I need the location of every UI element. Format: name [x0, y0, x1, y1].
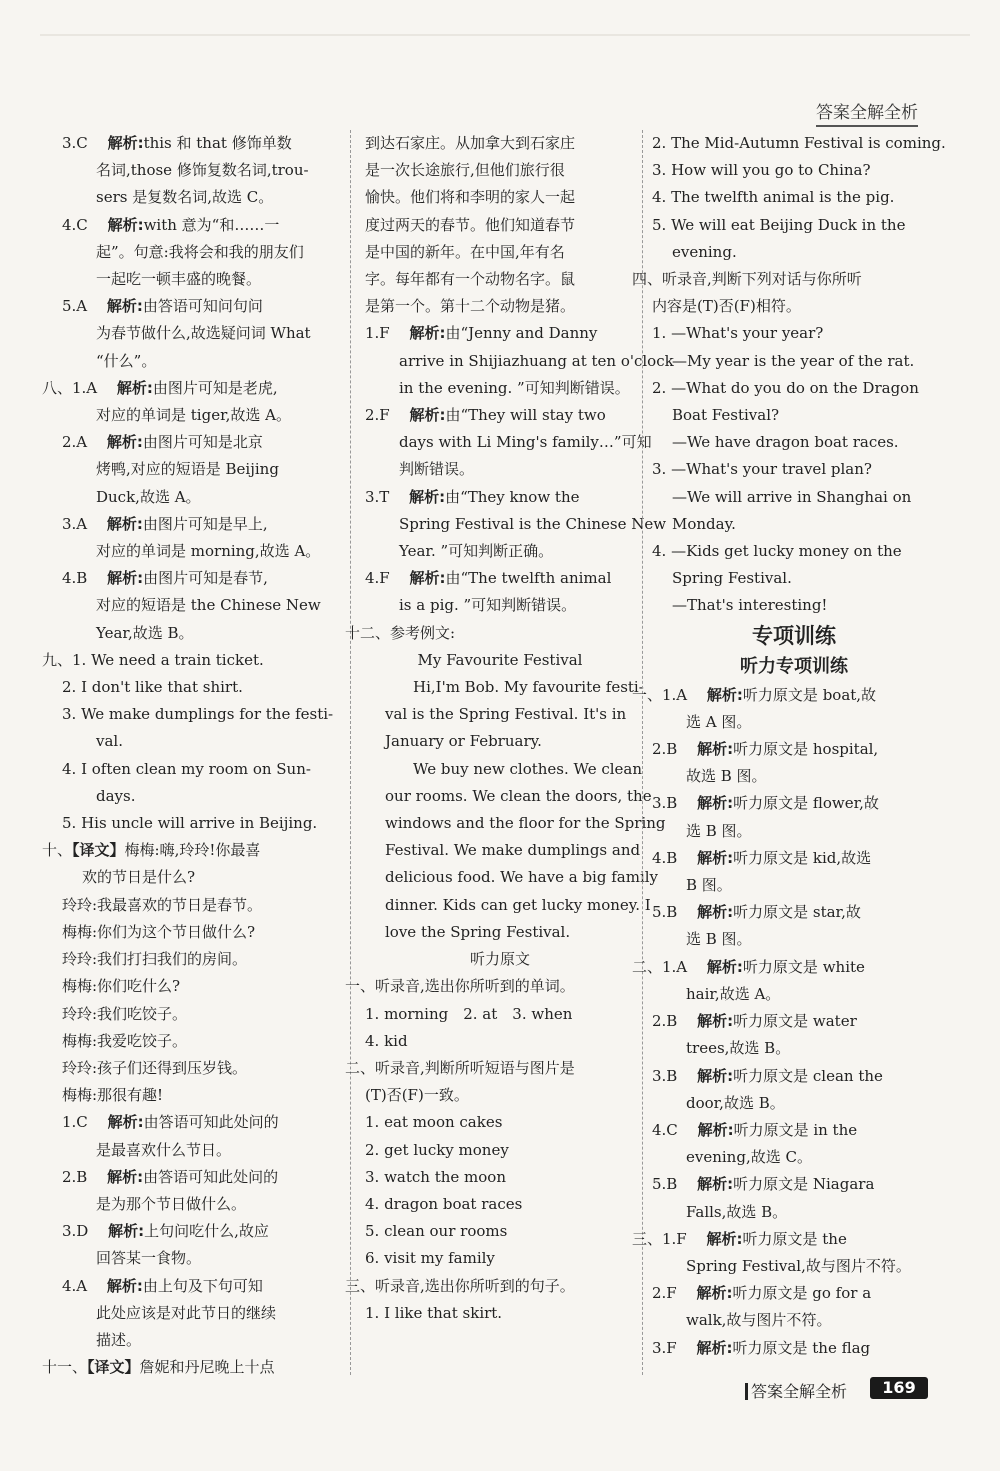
text-line: 对应的短语是 the Chinese New	[96, 596, 321, 615]
label-marker: 解析:	[107, 569, 144, 588]
column-3	[632, 130, 946, 1362]
text-line: door,故选 B。	[686, 1093, 785, 1112]
text-line: 4. dragon boat races	[365, 1194, 523, 1213]
text-line: days.	[96, 786, 136, 805]
text-line: 1.C 解析:由答语可知此处问的	[62, 1113, 279, 1132]
column-divider-2	[642, 130, 643, 1375]
footer-title: 答案全解全析	[751, 1382, 848, 1401]
text-line: 1.F 解析:由“Jenny and Danny	[365, 324, 598, 343]
text-line: 2.F 解析:听力原文是 go for a	[652, 1284, 872, 1303]
text-line: 起”。句意:我将会和我的朋友们	[96, 242, 304, 261]
text-line: 4. kid	[365, 1031, 408, 1050]
label-marker: 【译文】	[72, 841, 125, 860]
text-line: 玲玲:我们打扫我们的房间。	[62, 950, 248, 969]
text-line: dinner. Kids can get lucky money. I	[385, 895, 651, 914]
label-marker: 解析:	[697, 794, 734, 813]
text-line: 2.F 解析:由“They will stay two	[365, 406, 606, 425]
text-line: 二、1.A 解析:听力原文是 white	[632, 957, 865, 976]
text-line: —We will arrive in Shanghai on	[672, 487, 912, 506]
label-marker: 解析:	[697, 1012, 734, 1031]
text-line: days with Li Ming's family…”可知	[399, 433, 652, 452]
top-rule	[40, 34, 970, 36]
label-marker: 解析:	[409, 406, 446, 425]
text-line: 故选 B 图。	[686, 767, 767, 786]
section-heading-special-training: 专项训练	[752, 623, 836, 648]
text-line: —My year is the year of the rat.	[672, 351, 915, 370]
label-marker: 解析:	[697, 903, 734, 922]
text-line: 3. —What's your travel plan?	[652, 460, 872, 479]
label-marker: 解析:	[106, 1276, 143, 1295]
page-footer	[745, 1379, 847, 1402]
page-number: 169	[870, 1377, 928, 1399]
text-line: 5. His uncle will arrive in Beijing.	[62, 814, 318, 833]
text-line: 玲玲:我最喜欢的节日是春节。	[62, 895, 263, 914]
label-marker: 解析:	[706, 685, 743, 704]
text-line: 5.A 解析:由答语可知问句问	[62, 297, 263, 316]
column-3-part-b	[632, 682, 936, 1362]
text-line: 到达石家庄。从加拿大到石家庄	[365, 134, 576, 152]
text-line: 1. eat moon cakes	[365, 1113, 503, 1132]
column-3-part-a	[632, 130, 946, 620]
text-line: 玲玲:我们吃饺子。	[62, 1004, 188, 1023]
text-line: Monday.	[672, 514, 736, 533]
text-line: 5. clean our rooms	[365, 1222, 508, 1241]
label-marker: 解析:	[697, 848, 734, 867]
text-line: 三、听录音,选出你所听到的句子。	[345, 1276, 575, 1295]
text-line: evening.	[672, 242, 737, 261]
text-line: Spring Festival is the Chinese New	[399, 514, 667, 533]
text-line: 度过两天的春节。他们知道春节	[365, 215, 576, 234]
text-line: windows and the floor for the Spring	[385, 814, 666, 833]
text-line: 3. watch the moon	[365, 1167, 506, 1186]
text-line: 2.B 解析:由答语可知此处问的	[62, 1167, 279, 1186]
label-marker: 解析:	[107, 1167, 144, 1186]
text-line: 4.A 解析:由上句及下句可知	[62, 1276, 263, 1295]
text-line: 6. visit my family	[365, 1249, 495, 1268]
label-marker: 解析:	[116, 378, 153, 397]
text-line: 4. —Kids get lucky money on the	[652, 542, 902, 561]
label-marker: 解析:	[106, 297, 143, 316]
text-line: 名词,those 修饰复数名词,trou-	[96, 161, 309, 180]
text-line: 烤鸭,对应的短语是 Beijing	[96, 460, 279, 479]
text-line: 是中国的新年。在中国,年有名	[365, 242, 565, 261]
text-line: sers 是复数名词,故选 C。	[96, 188, 274, 207]
text-line: 4. I often clean my room on Sun-	[62, 759, 311, 778]
text-line: 2. I don't like that shirt.	[62, 678, 243, 697]
text-line: January or February.	[385, 732, 542, 751]
text-line: 是为那个节日做什么。	[96, 1194, 247, 1213]
text-line: walk,故与图片不符。	[686, 1311, 832, 1330]
label-marker: 解析:	[697, 1175, 734, 1194]
text-line: val.	[96, 732, 123, 751]
text-line: 3.C 解析:this 和 that 修饰单数	[62, 134, 292, 152]
text-line: 对应的单词是 tiger,故选 A。	[96, 406, 291, 425]
text-line: 回答某一食物。	[96, 1249, 202, 1268]
text-line: 十二、参考例文:	[345, 623, 456, 642]
text-line: 3.B 解析:听力原文是 flower,故	[652, 794, 879, 813]
text-line: Hi,I'm Bob. My favourite festi-	[413, 678, 644, 697]
text-line: 3.F 解析:听力原文是 the flag	[652, 1338, 871, 1357]
text-line: 此处应该是对此节日的继续	[96, 1303, 277, 1322]
text-line: val is the Spring Festival. It's in	[385, 705, 627, 724]
text-line: 是第一个。第十二个动物是猪。	[365, 297, 576, 316]
text-line: 玲玲:孩子们还得到压岁钱。	[62, 1058, 248, 1077]
text-line: is a pig. ”可知判断错误。	[399, 596, 577, 615]
text-line: 八、1.A 解析:由图片可知是老虎,	[42, 378, 278, 397]
text-line: 一、听录音,选出你所听到的单词。	[345, 977, 575, 996]
text-line: 描述。	[96, 1330, 142, 1349]
text-line: evening,故选 C。	[686, 1148, 812, 1167]
text-line: 3. How will you go to China?	[652, 161, 871, 180]
text-line: 4.B 解析:由图片可知是春节,	[62, 569, 268, 588]
text-line: 3. We make dumplings for the festi-	[62, 705, 334, 724]
label-marker: 解析:	[108, 1222, 145, 1241]
text-line: Year,故选 B。	[96, 623, 194, 642]
text-line: 梅梅:那很有趣!	[62, 1086, 164, 1105]
text-line: 5. We will eat Beijing Duck in the	[652, 215, 906, 234]
page-header: 答案全解全析	[816, 98, 918, 127]
text-line: 十一、【译文】詹妮和丹尼晚上十点	[42, 1358, 275, 1377]
text-line: in the evening. ”可知判断错误。	[399, 378, 630, 397]
text-line: 5.B 解析:听力原文是 star,故	[652, 903, 861, 922]
text-line: —That's interesting!	[672, 596, 828, 615]
text-line: 愉快。他们将和李明的家人一起	[365, 188, 576, 207]
label-marker: 解析:	[106, 514, 143, 533]
label-marker: 解析:	[696, 1338, 733, 1357]
text-line: 选 B 图。	[686, 821, 752, 840]
text-line: delicious food. We have a big family	[385, 868, 659, 887]
text-line: 2. —What do you do on the Dragon	[652, 378, 919, 397]
text-line: 1. I like that skirt.	[365, 1303, 503, 1322]
text-line: —We have dragon boat races.	[672, 433, 899, 452]
column-2	[345, 130, 674, 1327]
text-line: 欢的节日是什么?	[82, 868, 196, 887]
text-line: Spring Festival.	[672, 569, 792, 588]
text-line: 对应的单词是 morning,故选 A。	[96, 542, 321, 561]
label-marker: 解析:	[107, 215, 144, 234]
text-line: We buy new clothes. We clean	[413, 759, 643, 778]
text-line: 三、1.F 解析:听力原文是 the	[632, 1229, 847, 1248]
label-marker: 解析:	[107, 1113, 144, 1132]
text-line: 4.B 解析:听力原文是 kid,故选	[652, 848, 872, 867]
text-line: Festival. We make dumplings and	[385, 841, 641, 860]
text-line: 是最喜欢什么节日。	[96, 1140, 232, 1159]
text-line: “什么”。	[96, 351, 157, 370]
label-marker: 解析:	[409, 324, 446, 343]
text-line: 选 A 图。	[686, 712, 752, 731]
label-marker: 解析:	[107, 134, 144, 152]
text-line: Spring Festival,故与图片不符。	[686, 1256, 911, 1275]
text-line: hair,故选 A。	[686, 984, 781, 1003]
text-line: trees,故选 B。	[686, 1039, 791, 1058]
text-line: our rooms. We clean the doors, the	[385, 786, 652, 805]
text-line: 为春节做什么,故选疑问词 What	[96, 324, 311, 343]
section-heading-listening-training: 听力专项训练	[740, 655, 848, 677]
text-line: Year. ”可知判断正确。	[399, 542, 554, 561]
text-line: 2.B 解析:听力原文是 water	[652, 1012, 857, 1031]
text-line: 内容是(T)否(F)相符。	[652, 297, 801, 316]
text-line: 2. get lucky money	[365, 1140, 509, 1159]
text-line: Duck,故选 A。	[96, 487, 201, 506]
text-line: Falls,故选 B。	[686, 1202, 788, 1221]
text-line: 梅梅:你们为这个节日做什么?	[62, 922, 256, 941]
text-line: 3.A 解析:由图片可知是早上,	[62, 514, 268, 533]
text-line: 2. The Mid-Autumn Festival is coming.	[652, 134, 946, 152]
label-marker: 解析:	[706, 1229, 743, 1248]
label-marker: 解析:	[409, 487, 446, 506]
text-line: 九、1. We need a train ticket.	[42, 650, 264, 669]
text-line: 2.B 解析:听力原文是 hospital,	[652, 740, 879, 759]
text-line: 二、听录音,判断所听短语与图片是	[345, 1058, 575, 1077]
text-line: 4. The twelfth animal is the pig.	[652, 188, 895, 207]
label-marker: 解析:	[706, 957, 743, 976]
label-marker: 解析:	[696, 1284, 733, 1303]
text-line: 一起吃一顿丰盛的晚餐。	[96, 270, 262, 289]
text-line: 2.A 解析:由图片可知是北京	[62, 433, 263, 452]
text-line: 5.B 解析:听力原文是 Niagara	[652, 1175, 875, 1194]
text-line: 3.B 解析:听力原文是 clean the	[652, 1066, 883, 1085]
text-line: (T)否(F)一致。	[365, 1086, 469, 1105]
label-marker: 【译文】	[87, 1358, 140, 1377]
text-line: 3.D 解析:上句问吃什么,故应	[62, 1222, 269, 1241]
text-line: 字。每年都有一个动物名字。鼠	[365, 270, 576, 289]
text-line: 判断错误。	[399, 460, 475, 479]
text-line: Boat Festival?	[672, 406, 780, 425]
text-line: 1. —What's your year?	[652, 324, 824, 343]
text-line: 梅梅:你们吃什么?	[62, 977, 181, 996]
text-line: 十、【译文】梅梅:嗨,玲玲!你最喜	[42, 841, 261, 860]
label-marker: 解析:	[697, 740, 734, 759]
text-line: love the Spring Festival.	[385, 922, 571, 941]
label-marker: 解析:	[409, 569, 446, 588]
text-line: 1. morning 2. at 3. when	[365, 1004, 573, 1023]
text-line: 4.F 解析:由“The twelfth animal	[365, 569, 612, 588]
column-divider-1	[350, 130, 351, 1375]
text-line: B 图。	[686, 876, 732, 895]
text-line: 一、1.A 解析:听力原文是 boat,故	[632, 685, 877, 704]
footer-bar	[745, 1383, 748, 1400]
text-line: 是一次长途旅行,但他们旅行很	[365, 161, 565, 180]
text-line: 听力原文	[469, 950, 530, 969]
text-line: 3.T 解析:由“They know the	[365, 487, 580, 506]
label-marker: 解析:	[697, 1120, 734, 1139]
text-line: arrive in Shijiazhuang at ten o'clock	[399, 351, 674, 370]
text-line: 四、听录音,判断下列对话与你所听	[632, 270, 862, 289]
label-marker: 解析:	[106, 433, 143, 452]
text-line: 梅梅:我爱吃饺子。	[62, 1031, 188, 1050]
label-marker: 解析:	[697, 1066, 734, 1085]
column-1	[42, 130, 340, 1381]
text-line: 4.C 解析:with 意为“和……一	[62, 215, 280, 234]
text-line: 选 B 图。	[686, 930, 752, 949]
text-line: My Favourite Festival	[417, 650, 583, 669]
text-line: 4.C 解析:听力原文是 in the	[652, 1120, 858, 1139]
